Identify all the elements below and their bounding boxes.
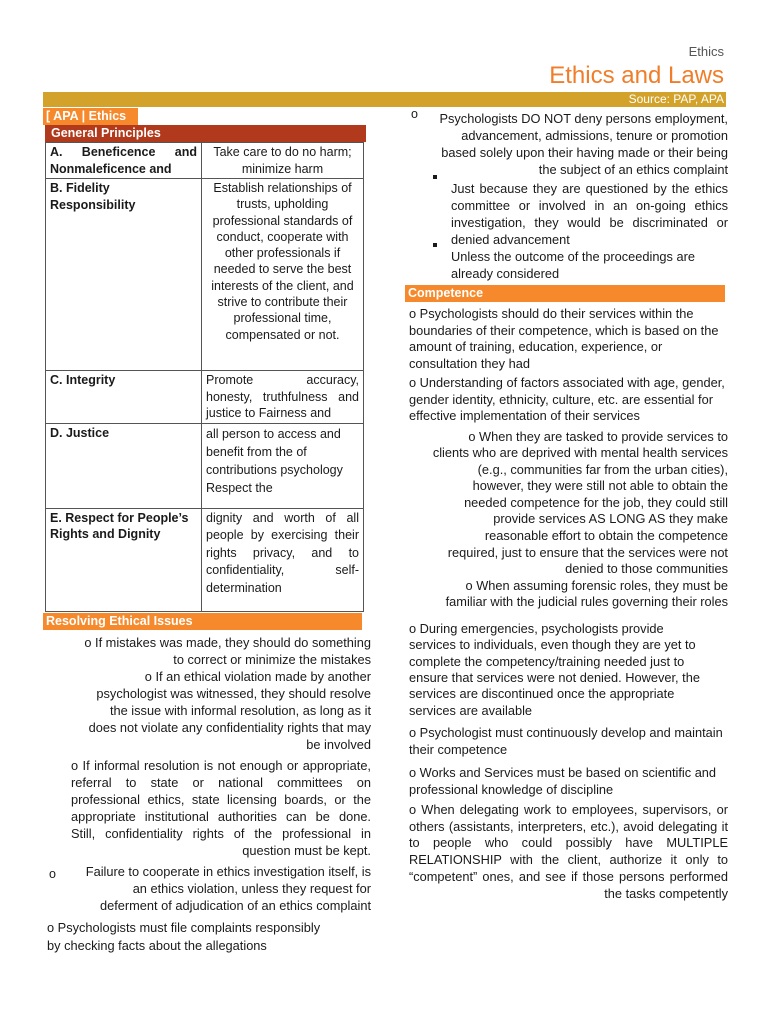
principle-key: C. Integrity xyxy=(46,371,202,424)
list-item: o Works and Services must be based on scientific and professional knowledge of discipline xyxy=(409,764,717,798)
principle-value: dignity and worth of all people by exercising their rights privacy, and to confidentiality, self-determination xyxy=(202,508,364,611)
table-row xyxy=(46,508,364,611)
principle-value: all person to access and benefit from the of contributions psychology Respect the xyxy=(202,423,364,508)
principle-value: Establish relationships of trusts, upholding professional standards of conduct, cooperate with other professionals if needed to serve the best interests of the client, and strive to contribute their professional time, compensated or not. xyxy=(202,179,364,371)
table-row xyxy=(46,143,364,179)
right-column xyxy=(405,108,728,903)
list-item: o Psychologists should do their services within the boundaries of their competence, which is based on the amount of training, education, experience, or consultation they had xyxy=(409,306,719,371)
list-item: Failure to cooperate in ethics investigation itself, is an ethics violation, unless they request for deferment of adjudication of an ethics complaint xyxy=(85,863,371,913)
list-item: o When assuming forensic roles, they must be familiar with the judicial rules governing their roles xyxy=(445,577,728,610)
list-item: Unless the outcome of the proceedings are already considered xyxy=(451,249,695,281)
list-item: o Understanding of factors associated with age, gender, gender identity, ethnicity, culture, etc. are essential for effective implementation of their services xyxy=(409,375,725,423)
list-item: o If an ethical violation made by another psychologist was witnessed, they should resolve the issue with informal resolution, as long as it does not violate any confidentiality rights that may be involved xyxy=(88,668,371,752)
header-category: Ethics xyxy=(688,44,724,59)
list-item: Psychologists DO NOT deny persons employment, advancement, admissions, tenure or promotion based solely upon their having made or their being the subject of an ethics complaint xyxy=(439,111,728,177)
table-row xyxy=(46,371,364,424)
list-item: o Psychologists must file complaints responsibly by checking facts about the allegations xyxy=(47,919,321,953)
page-title: Ethics and Laws xyxy=(549,62,724,89)
source-label: Source: PAP, APA xyxy=(628,92,724,106)
competence-label: Competence xyxy=(405,285,725,302)
left-column xyxy=(43,108,373,955)
square-bullet-icon xyxy=(433,243,437,247)
list-item: o If mistakes was made, they should do something to correct or minimize the mistakes xyxy=(84,634,371,667)
list-item: o When delegating work to employees, supervisors, or others (assistants, interpreters, etc.), avoid delegating it to people who could possibly have MULTIPLE RELATIONSHIP with the client, authorize it only to “competent” ones, and see if those persons performed the tasks competently xyxy=(409,801,728,901)
bullet-o-icon: o xyxy=(411,107,418,121)
table-row xyxy=(46,423,364,508)
principle-key: B. Fidelity Responsibility xyxy=(46,179,202,371)
list-item: o When they are tasked to provide services to clients who are deprived with mental health services (e.g., communities far from the urban cities), however, they were still not able to obtain the needed competence for the job, they could still provide services AS LONG AS they make reasonable effort to obtain the competence required, just to ensure that the services were not denied to those communities xyxy=(432,428,728,577)
principles-table xyxy=(45,142,364,612)
resolving-label: Resolving Ethical Issues xyxy=(43,613,362,630)
principle-key: A. Beneficence and Nonmaleficence and xyxy=(46,143,202,179)
principle-value: Promote accuracy, honesty, truthfulness and justice to Fairness and xyxy=(202,371,364,424)
principles-label: General Principles xyxy=(45,125,366,142)
table-row xyxy=(46,179,364,371)
square-bullet-icon xyxy=(433,175,437,179)
list-item: o If informal resolution is not enough or appropriate, referral to state or national committees on professional ethics, state licensing boards, or the appropriate institutional authorities can be done. Still, confidentiality rights of the professional in question must be kept. xyxy=(71,757,371,858)
list-item: o During emergencies, psychologists provide services to individuals, even though they are yet to complete the competency/training needed just to ensure that services were not denied. However, the services are discontinued once the appropriate services are available xyxy=(409,621,700,718)
list-item: o Psychologist must continuously develop and maintain their competence xyxy=(409,724,723,758)
principle-key: E. Respect for People’s Rights and Dignity xyxy=(46,508,202,611)
section-label: [ APA | Ethics xyxy=(43,108,138,125)
bullet-o-icon: o xyxy=(49,866,56,881)
source-bar xyxy=(43,92,726,107)
principle-key: D. Justice xyxy=(46,423,202,508)
principle-value: Take care to do no harm; minimize harm xyxy=(202,143,364,179)
list-item: Just because they are questioned by the ethics committee or involved in an on-going ethics investigation, they would be discriminated or denied advancement xyxy=(451,181,728,247)
